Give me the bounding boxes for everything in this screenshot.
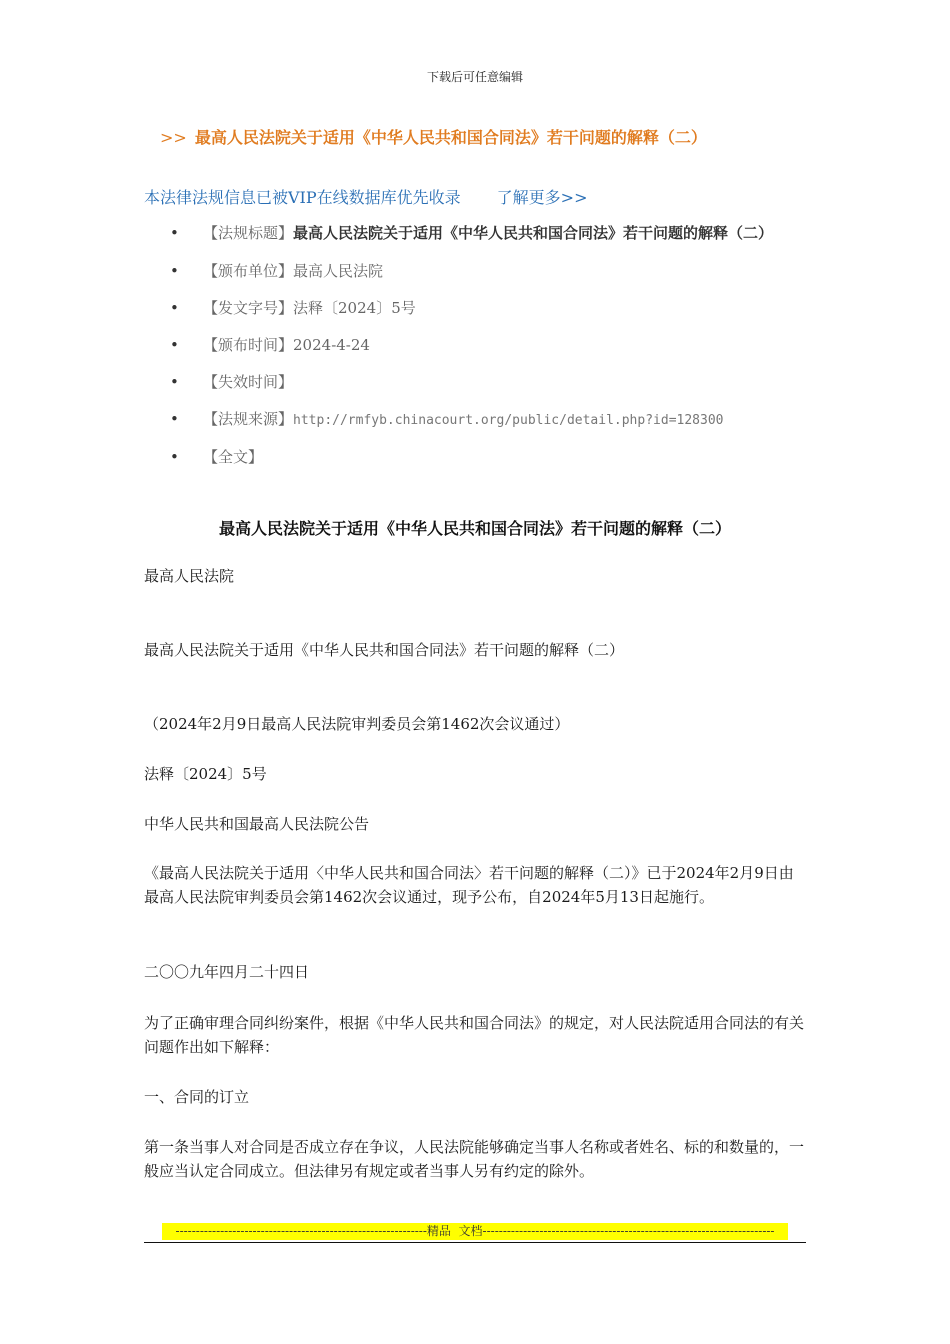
footer-label: 精品 文档 (426, 1224, 483, 1238)
meta-label: 【发文字号】 (203, 299, 294, 317)
article-one-paragraph: 第一条当事人对合同是否成立存在争议，人民法院能够确定当事人名称或者姓名、标的和数量的，一般应当认定合同成立。但法律另有规定或者当事人另有约定的除外。 (144, 1138, 805, 1180)
vip-notice (144, 185, 587, 208)
meta-label: 【颁布时间】 (203, 336, 294, 354)
footer-dashes-left: -------------------------------------------------------------- (175, 1224, 427, 1238)
bullet-icon: • (170, 336, 179, 354)
announcement-paragraph: 《最高人民法院关于适用〈中华人民共和国合同法〉若干问题的解释（二）》已于2024年2月9日由最高人民法院审判委员会第1462次会议通过，现予公布，自2024年5月13日起施行。 (144, 864, 794, 906)
meta-value: 2024-4-24 (293, 336, 370, 354)
bullet-icon: • (170, 410, 179, 428)
meta-label: 【法规标题】 (203, 224, 294, 242)
doc-number-paragraph: 法释〔2024〕5号 (144, 765, 267, 783)
bullet-icon: • (170, 373, 179, 391)
meta-item-issue-date (170, 334, 810, 357)
vip-notice-text: 本法律法规信息已被VIP在线数据库优先收录 (144, 188, 461, 207)
meta-label: 【法规来源】 (203, 410, 294, 428)
adoption-note-paragraph: （2024年2月9日最高人民法院审判委员会第1462次会议通过） (144, 715, 570, 733)
footer-dashes-right: ------------------------------------------------------------------------ (482, 1224, 775, 1238)
meta-item-full-text (170, 446, 810, 469)
footer-banner (162, 1223, 788, 1240)
bullet-icon: • (170, 224, 179, 242)
bullet-icon: • (170, 299, 179, 317)
meta-value: 最高人民法院关于适用《中华人民共和国合同法》若干问题的解释（二） (293, 224, 774, 242)
footer-divider (144, 1242, 806, 1243)
meta-value: 法释〔2024〕5号 (293, 299, 416, 317)
double-chevron-icon: >> (160, 128, 187, 147)
bullet-icon: • (170, 448, 179, 466)
meta-label: 【全文】 (203, 448, 264, 466)
body-title: 最高人民法院关于适用《中华人民共和国合同法》若干问题的解释（二） (218, 519, 731, 538)
learn-more-link[interactable]: 了解更多>> (496, 188, 588, 207)
meta-item-source (170, 408, 810, 432)
meta-item-issuer (170, 260, 810, 283)
document-title-link[interactable] (160, 125, 707, 148)
meta-label: 【颁布单位】 (203, 262, 294, 280)
preamble-paragraph: 为了正确审理合同纠纷案件，根据《中华人民共和国合同法》的规定，对人民法院适用合同法的有关问题作出如下解释： (144, 1014, 805, 1056)
source-url-link[interactable]: http://rmfyb.chinacourt.org/public/detail.php?id=128300 (293, 413, 724, 428)
header-note: 下载后可任意编辑 (426, 70, 523, 84)
meta-item-title (170, 222, 810, 245)
meta-item-doc-number (170, 297, 810, 320)
title-paragraph: 最高人民法院关于适用《中华人民共和国合同法》若干问题的解释（二） (144, 641, 625, 659)
meta-label: 【失效时间】 (203, 373, 294, 391)
meta-item-expiry-date (170, 371, 810, 394)
date-paragraph: 二〇〇九年四月二十四日 (144, 963, 310, 981)
document-title-text: 最高人民法院关于适用《中华人民共和国合同法》若干问题的解释（二） (194, 128, 707, 147)
meta-value: 最高人民法院 (293, 262, 384, 280)
bullet-icon: • (170, 262, 179, 280)
announcement-heading: 中华人民共和国最高人民法院公告 (144, 815, 370, 833)
metadata-list (170, 222, 810, 469)
issuer-paragraph: 最高人民法院 (144, 567, 235, 585)
section-heading: 一、合同的订立 (144, 1088, 250, 1106)
